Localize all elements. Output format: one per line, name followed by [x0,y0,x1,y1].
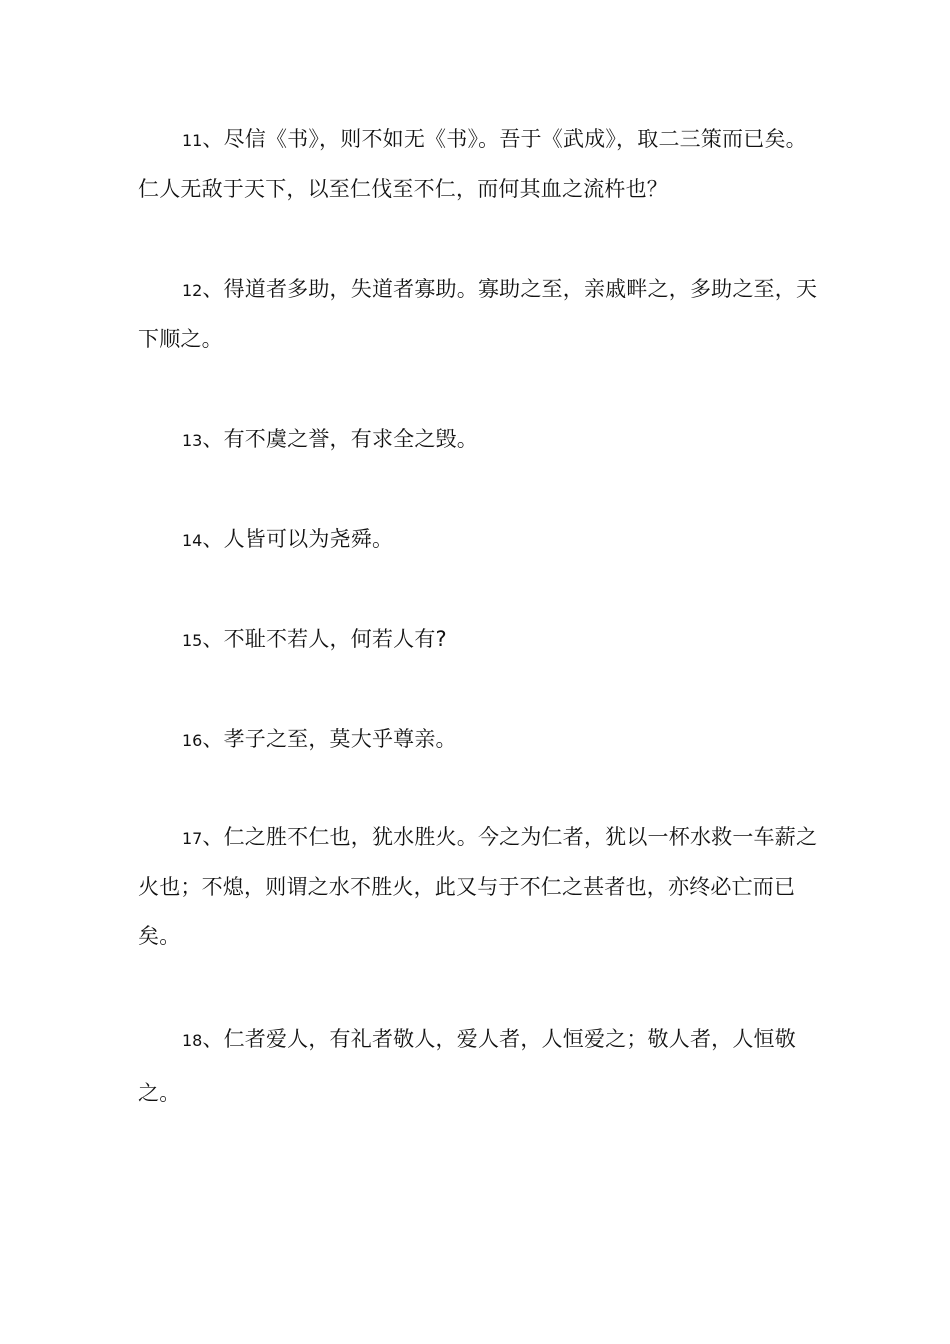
paragraph-15 [138,615,818,665]
paragraph-text: 仁者爱人，有礼者敬人，爱人者，人恒爱之；敬人者，人恒敬之。 [138,1027,796,1105]
paragraph-12 [138,265,818,364]
paragraph-16 [138,715,818,765]
paragraph-text: 尽信《书》，则不如无《书》。吾于《武成》，取二三策而已矣。仁人无敌于天下，以至仁伐至不仁，而何其血之流杵也？ [138,127,807,201]
paragraph-number: 15 [182,631,203,650]
paragraph-text: 得道者多助，失道者寡助。寡助之至，亲戚畔之，多助之至，天下顺之。 [138,277,818,351]
paragraph-separator: 、 [202,727,224,751]
paragraph-number: 11 [182,131,203,150]
paragraph-number: 18 [182,1031,203,1050]
paragraph-11 [138,115,818,214]
paragraph-separator: 、 [202,825,224,849]
paragraph-14 [138,515,818,565]
paragraph-number: 13 [182,431,203,450]
paragraph-number: 17 [182,829,203,848]
paragraph-text: 仁之胜不仁也，犹水胜火。今之为仁者，犹以一杯水救一车薪之火也；不熄，则谓之水不胜火，此又与于不仁之甚者也，亦终必亡而已矣。 [138,825,818,948]
paragraph-text: 不耻不若人，何若人有? [223,627,447,651]
paragraph-separator: 、 [202,427,224,451]
paragraph-17 [138,813,818,961]
paragraph-separator: 、 [202,627,224,651]
paragraph-text: 有不虞之誉，有求全之毁。 [223,427,478,451]
paragraph-number: 12 [182,281,203,300]
paragraph-number: 16 [182,731,203,750]
paragraph-separator: 、 [202,277,224,301]
paragraph-separator: 、 [202,127,224,151]
paragraph-text: 人皆可以为尧舜。 [223,527,394,551]
paragraph-separator: 、 [202,1027,224,1051]
paragraph-13 [138,415,818,465]
paragraph-separator: 、 [202,527,224,551]
paragraph-18 [138,1013,818,1120]
paragraph-number: 14 [182,531,203,550]
paragraph-text: 孝子之至，莫大乎尊亲。 [223,727,457,751]
